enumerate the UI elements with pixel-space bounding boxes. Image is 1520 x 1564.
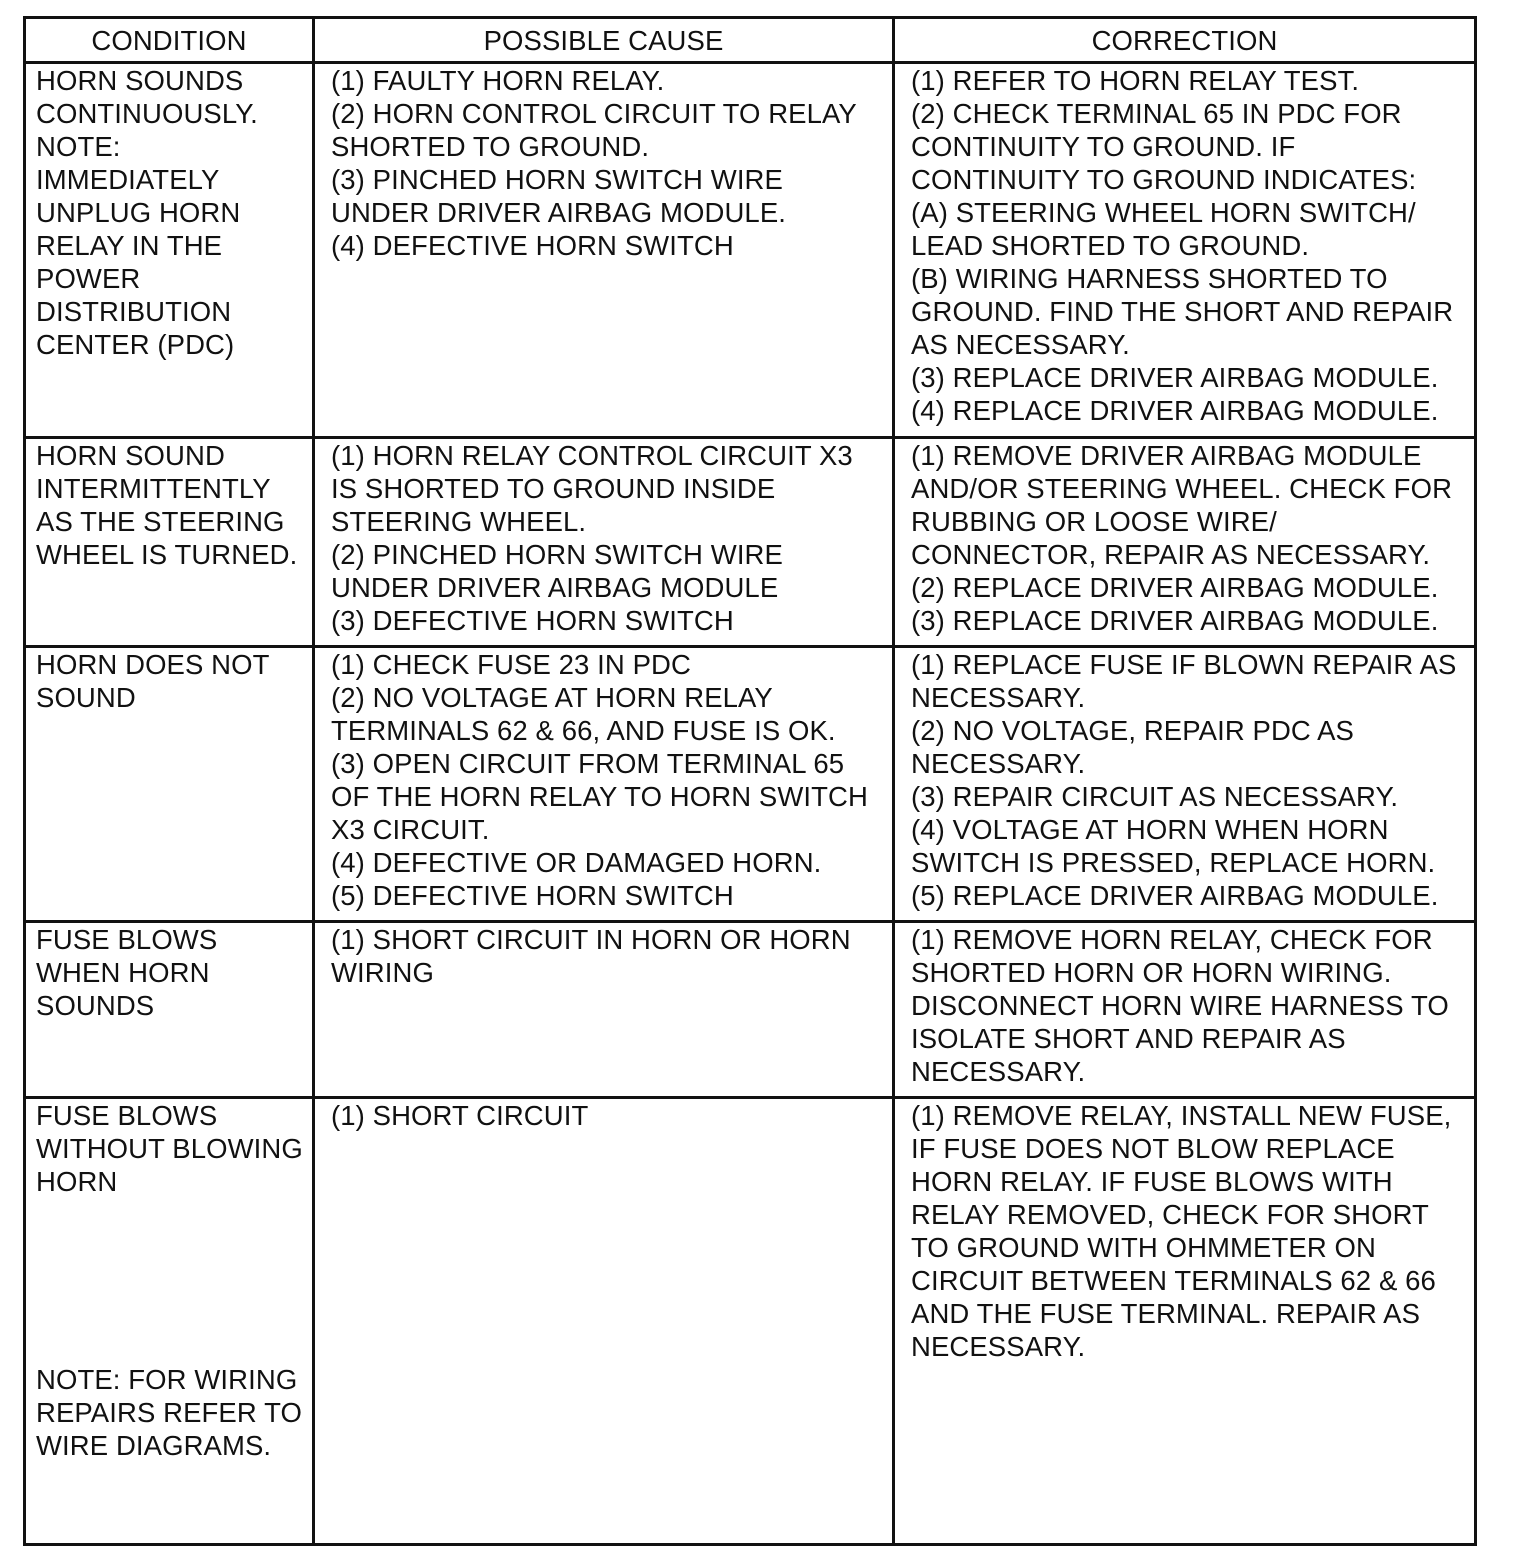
- cause-cell: [314, 63, 894, 438]
- cause-cell: [314, 647, 894, 922]
- cause-item: (1) CHECK FUSE 23 IN PDC: [331, 649, 691, 680]
- correction-cell: [894, 922, 1476, 1098]
- cause-item: (4) DEFECTIVE HORN SWITCH: [331, 230, 734, 261]
- correction-cell: [894, 63, 1476, 438]
- condition-cell: [25, 647, 314, 922]
- correction-item: (2) NO VOLTAGE, REPAIR PDC AS NECESSARY.: [911, 715, 1354, 779]
- correction-cell: [894, 438, 1476, 647]
- correction-item: (2) CHECK TERMINAL 65 IN PDC FOR CONTINUITY TO GROUND. IF CONTINUITY TO GROUND INDICATES:: [911, 98, 1417, 195]
- header-condition: CONDITION: [25, 18, 314, 63]
- correction-item: (3) REPLACE DRIVER AIRBAG MODULE.: [911, 605, 1439, 636]
- correction-item: (2) REPLACE DRIVER AIRBAG MODULE.: [911, 572, 1439, 603]
- condition-text: FUSE BLOWS WITHOUT BLOWING HORN: [36, 1100, 303, 1197]
- cause-item: (1) SHORT CIRCUIT: [331, 1100, 589, 1131]
- correction-item: (3) REPAIR CIRCUIT AS NECESSARY.: [911, 781, 1399, 812]
- cause-item: (2) HORN CONTROL CIRCUIT TO RELAY SHORTED TO GROUND.: [331, 98, 857, 162]
- condition-cell: [25, 438, 314, 647]
- table-row: [25, 1098, 1476, 1545]
- cause-item: (1) HORN RELAY CONTROL CIRCUIT X3 IS SHORTED TO GROUND INSIDE STEERING WHEEL.: [331, 440, 853, 537]
- correction-item: (1) REMOVE HORN RELAY, CHECK FOR SHORTED HORN OR HORN WIRING. DISCONNECT HORN WIRE HARNESS TO ISOLATE SHORT AND REPAIR AS NECESSARY.: [911, 924, 1449, 1087]
- condition-cell: [25, 63, 314, 438]
- cause-item: (2) NO VOLTAGE AT HORN RELAY TERMINALS 62 & 66, AND FUSE IS OK.: [331, 682, 836, 746]
- condition-text: HORN SOUNDS CONTINUOUSLY. NOTE: IMMEDIATELY UNPLUG HORN RELAY IN THE POWER DISTRIBUTION CENTER (PDC): [36, 65, 258, 360]
- diagnosis-table: [23, 16, 1477, 1546]
- wiring-note: NOTE: FOR WIRING REPAIRS REFER TO WIRE DIAGRAMS.: [36, 1364, 302, 1461]
- header-possible-cause: POSSIBLE CAUSE: [314, 18, 894, 63]
- table-row: [25, 438, 1476, 647]
- correction-item: (3) REPLACE DRIVER AIRBAG MODULE.: [911, 362, 1439, 393]
- cause-cell: [314, 1098, 894, 1545]
- correction-item: (1) REMOVE RELAY, INSTALL NEW FUSE, IF FUSE DOES NOT BLOW REPLACE HORN RELAY. IF FUSE BLOWS WITH RELAY REMOVED, CHECK FOR SHORT TO GROUND WITH OHMMETER ON CIRCUIT BETWEEN TERMINALS 62 & 66 AND THE FUSE TERMINAL. REPAIR AS NECESSARY.: [911, 1100, 1452, 1362]
- header-row: [25, 18, 1476, 63]
- table-row: [25, 63, 1476, 438]
- note-gap: [36, 1198, 306, 1363]
- cause-item: (4) DEFECTIVE OR DAMAGED HORN.: [331, 847, 822, 878]
- condition-text: HORN DOES NOT SOUND: [36, 649, 270, 713]
- correction-item: (A) STEERING WHEEL HORN SWITCH/ LEAD SHORTED TO GROUND.: [911, 197, 1416, 261]
- correction-item: (4) REPLACE DRIVER AIRBAG MODULE.: [911, 395, 1439, 426]
- cause-item: (1) FAULTY HORN RELAY.: [331, 65, 665, 96]
- correction-item: (1) REFER TO HORN RELAY TEST.: [911, 65, 1360, 96]
- condition-text: FUSE BLOWS WHEN HORN SOUNDS: [36, 924, 218, 1021]
- cause-item: (5) DEFECTIVE HORN SWITCH: [331, 880, 734, 911]
- cause-item: (1) SHORT CIRCUIT IN HORN OR HORN WIRING: [331, 924, 851, 988]
- correction-item: (B) WIRING HARNESS SHORTED TO GROUND. FIND THE SHORT AND REPAIR AS NECESSARY.: [911, 263, 1454, 360]
- correction-item: (1) REPLACE FUSE IF BLOWN REPAIR AS NECESSARY.: [911, 649, 1457, 713]
- condition-text: HORN SOUND INTERMITTENTLY AS THE STEERING WHEEL IS TURNED.: [36, 440, 298, 570]
- table-row: [25, 647, 1476, 922]
- table-row: [25, 922, 1476, 1098]
- condition-cell: [25, 922, 314, 1098]
- cause-cell: [314, 922, 894, 1098]
- cause-cell: [314, 438, 894, 647]
- cause-item: (2) PINCHED HORN SWITCH WIRE UNDER DRIVER AIRBAG MODULE: [331, 539, 783, 603]
- condition-cell: [25, 1098, 314, 1545]
- cause-item: (3) OPEN CIRCUIT FROM TERMINAL 65 OF THE HORN RELAY TO HORN SWITCH X3 CIRCUIT.: [331, 748, 868, 845]
- correction-item: (4) VOLTAGE AT HORN WHEN HORN SWITCH IS PRESSED, REPLACE HORN.: [911, 814, 1436, 878]
- header-correction: CORRECTION: [894, 18, 1476, 63]
- correction-item: (5) REPLACE DRIVER AIRBAG MODULE.: [911, 880, 1439, 911]
- correction-cell: [894, 647, 1476, 922]
- correction-cell: [894, 1098, 1476, 1545]
- cause-item: (3) PINCHED HORN SWITCH WIRE UNDER DRIVER AIRBAG MODULE.: [331, 164, 786, 228]
- correction-item: (1) REMOVE DRIVER AIRBAG MODULE AND/OR STEERING WHEEL. CHECK FOR RUBBING OR LOOSE WIRE/ CONNECTOR, REPAIR AS NECESSARY.: [911, 440, 1453, 570]
- cause-item: (3) DEFECTIVE HORN SWITCH: [331, 605, 734, 636]
